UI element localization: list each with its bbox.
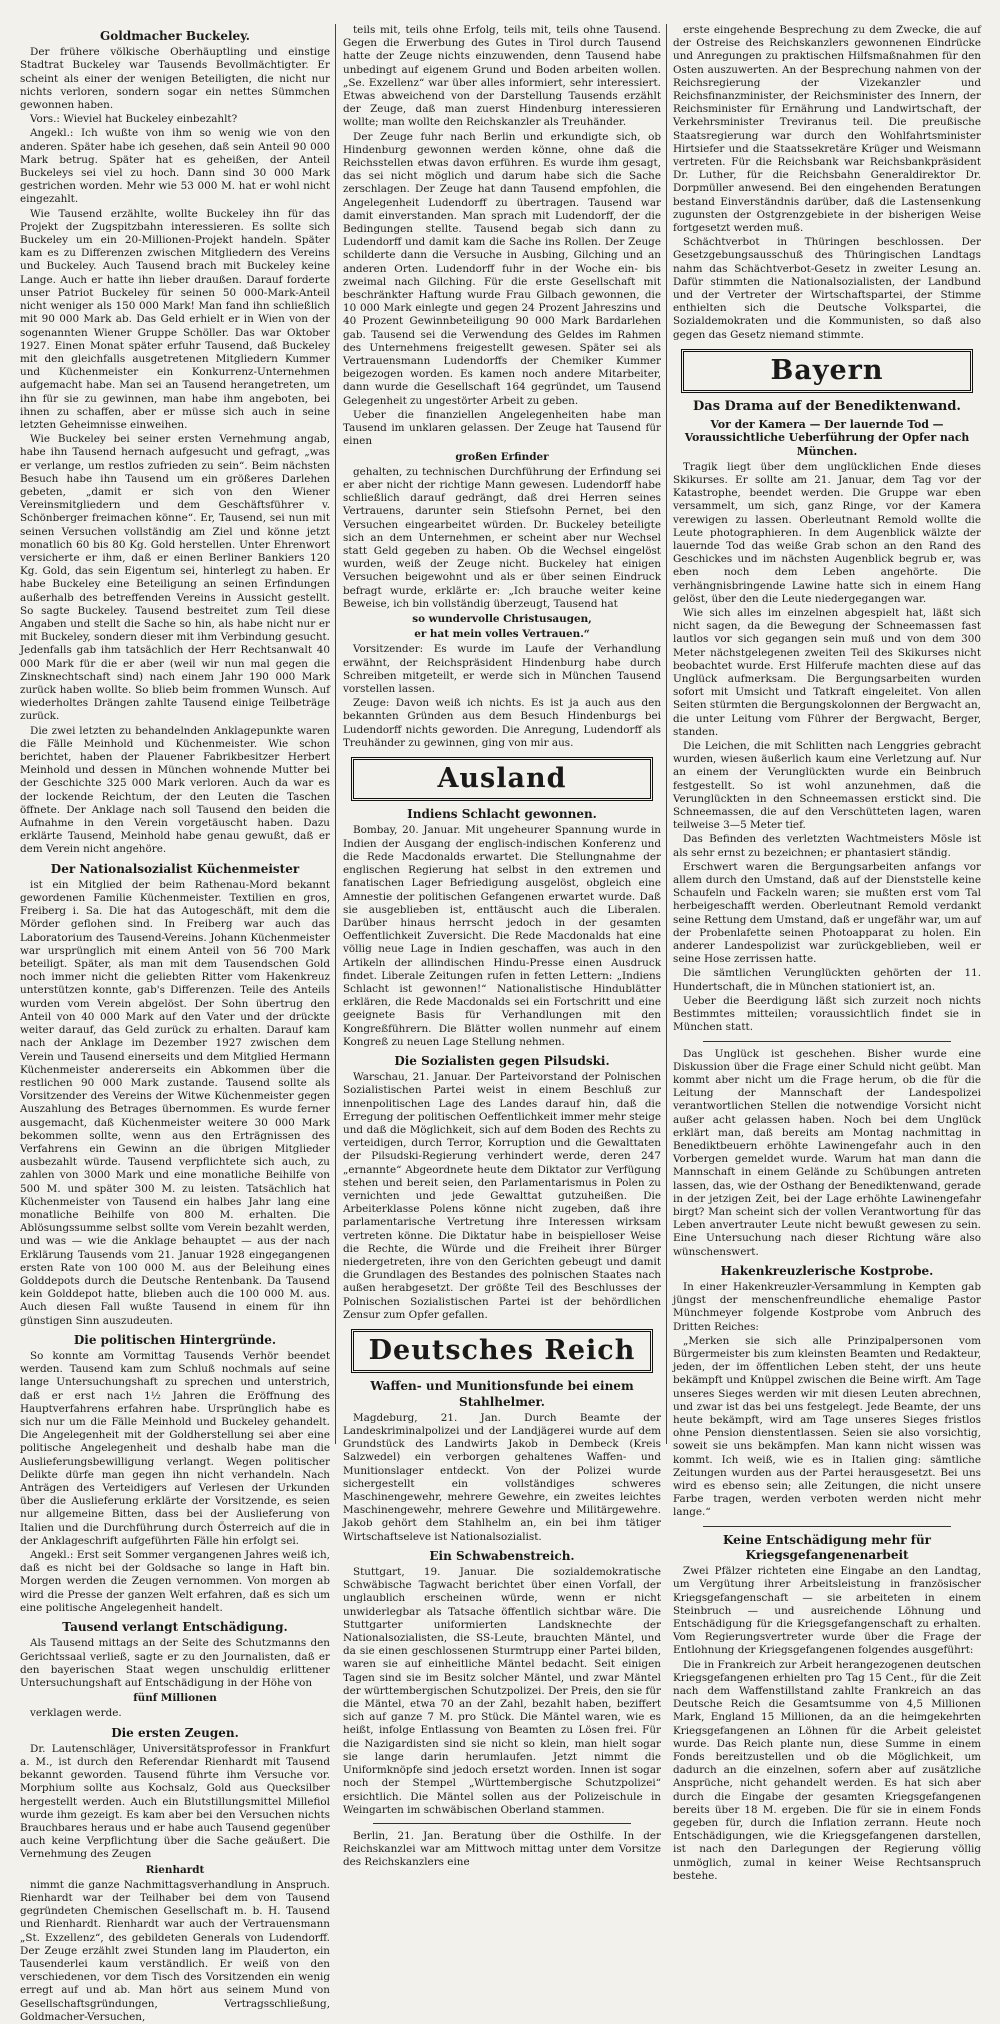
headline-schwabenstreich: Ein Schwabenstreich.	[429, 1548, 575, 1563]
section-head-ausland: Ausland	[351, 757, 653, 801]
emphasis-line: fünf Millionen	[133, 1692, 217, 1705]
paragraph: Wie Buckeley bei seiner ersten Vernehmung angab, habe ihn Tausend hernach aufgesucht und gefragt, „was er verlange, um restlos zufrieden zu sein“. Beim nächsten Besuch habe ihn Tausend um ein größeres Darlehen gebeten, „damit er sich von den Wiener Vereinsmitgliedern und dem Geschäftsführer v. Schönberger freimachen könne“. Er, Tausend, sei nun mit seinen Versuchen vollständig am Ziel und könne jetzt monatlich 60 bis 80 Kg. Gold herstellen. Unter Ehrenwort versicherte er ihm, daß er einen Berliner Bankiers 120 Kg. Gold, das sein Eigentum sei, hinterlegt zu haben. Er habe Buckeley eine Beteiligung an seinen Erfindungen außerhalb des betreffenden Vereins in Aussicht gestellt. So sagte Buckeley. Tausend bestreitet zum Teil diese Angaben und stellt die Sache so hin, als habe nicht nur er mit Buckeley, sondern dieser mit ihm Verbindung gesucht. Jedenfalls gab ihm tatsächlich der Herr Rechtsanwalt 40 000 Mark für die er aber (weil wir nun mal gegen die Zinsknechtschaft sind) nach einem Jahr 190 000 Mark zurück haben wollte. So blieb beim frommen Wunsch. Auf wiederholtes Drängen zahlte Tausend einige Teilbeträge zurück.	[20, 433, 330, 723]
paragraph: Magdeburg, 21. Jan. Durch Beamte der Landeskriminalpolizei und der Landjägerei wurde auf dem Grundstück des Landwirts Jakob in Dembeck (Kreis Salzwedel) ein verborgen gehaltenes Waffen- und Munitionslager entdeckt. Von der Polizei wurde sichergestellt ein vollständiges schweres Maschinengewehr, mehrere Gewehre, ein zweites leichtes Maschinengewehr, mehrere Gewehre und Militärgewehre. Jakob gehört dem Stahlhelm an, ein bei ihm tätiger Wirtschaftseleve ist Nationalsozialist.	[343, 1411, 661, 1543]
headline-indien: Indiens Schlacht gewonnen.	[407, 807, 597, 822]
paragraph: So konnte am Vormittag Tausends Verhör beendet werden. Tausend kam zum Schluß nochmals auf seine lange Untersuchungshaft zu sprechen und unterstrich, daß er erst nach 1½ Jahren die Eröffnung des Hauptverfahrens erfahren habe. Ursprünglich habe es sich nur um die Fälle Meinhold und Buckeley gehandelt. Die Angelegenheit mit der Goldherstellung sei aber eine politische Angelegenheit und deshalb habe man die Auslieferungsbewilligung verlangt. Wegen politischer Delikte dürfe man gegen ihn nicht verhandeln. Nach Anträgen des Verteidigers auf Verlesen der Urkunden über die Auslieferung erklärte der Vorsitzende, es seien nur allgemeine Bitten, dass bei der Auslieferung von Italien und die Durchführung durch Österreich auf die in der Anklageschrift aufgeführten Fälle hin erfolgt sei.	[20, 1350, 330, 1547]
paragraph: Wie sich alles im einzelnen abgespielt hat, läßt sich nicht sagen, da die Bewegung der Schneemassen fast lautlos vor sich gegangen sein muß und von dem 300 Meter nächstgelegenen zweiten Teil des Skikurses nicht beobachtet wurde. Erst Hilferufe machten diese auf das Unglück aufmerksam. Die Bergungsarbeiten wurden sofort mit Umsicht und Tatkraft eingeleitet. Von allen Seiten stürmten die Bergungskolonnen der Bergwacht an, die unter Leitung vom Führer der Bergwacht, Berger, standen.	[673, 607, 981, 738]
paragraph: Die Leichen, die mit Schlitten nach Lenggries gebracht wurden, wiesen äußerlich kaum eine Verletzung auf. Nur an einem der Verunglückten wurde ein Beinbruch festgestellt. So ist wohl anzunehmen, daß die Verunglückten in den Schneemassen erstickt sind. Die Schneemassen, die auf den Verschütteten lagen, waren teilweise 3—5 Meter tief.	[673, 740, 981, 832]
column-right	[673, 24, 981, 1882]
paragraph: Die sämtlichen Verunglückten gehörten der 11. Hundertschaft, die in München stationiert ist, an.	[673, 967, 981, 993]
emphasis-line: er hat mein volles Vertrauen.“	[414, 628, 590, 641]
paragraph: Das Unglück ist geschehen. Bisher wurde eine Diskussion über die Frage einer Schuld nicht geübt. Man kommt aber nicht um die Frage herum, ob die für die Leitung der Mannschaft der Landespolizei verantwortlichen Stellen die notwendige Vorsicht nicht außer acht gelassen haben. Noch bei dem Unglück erklärt man, daß bereits am Montag nachmittag in Benediktbeuern erhöhte Lawinengefahr auch in den Vorbergen gemeldet wurde. Warum hat man dann die Mannschaft in einem Gelände zu Schübungen antreten lassen, das, wie der Osthang der Benediktenwand, gerade in der jetzigen Zeit, bei der Lage erhöhte Lawinengefahr birgt? Man scheint sich der vollen Verantwortung für das Leben anvertrauter Leute nicht bewußt gewesen zu sein. Eine Untersuchung nach dieser Richtung wäre also wünschenswert.	[673, 1047, 981, 1258]
paragraph: Die zwei letzten zu behandelnden Anklagepunkte waren die Fälle Meinhold und Küchenmeister. Wie schon berichtet, haben der Plauener Fabrikbesitzer Herbert Meinhold und dessen in München wohnende Mutter bei der Geschichte 325 000 Mark verloren. Auch da war es der lockende Reichtum, der den Leuten die Taschen öffnete. Der Anklage nach soll Tausend den beiden die Aufnahme in den Verein vorgetäuscht haben. Dazu erklärte Tausend, Meinhold habe genau gewußt, daß er dem Verein nicht angehöre.	[20, 724, 330, 856]
divider	[703, 1041, 951, 1042]
paragraph: Als Tausend mittags an der Seite des Schutzmanns den Gerichtssaal verließ, sagte er zu den Journalisten, daß er den bayerischen Staat wegen unschuldig erlittener Untersuchungshaft auf Entschädigung in der Höhe von	[20, 1637, 330, 1689]
headline-kriegsgefangene: Keine Entschädigung mehr für Kriegsgefangenenarbeit	[723, 1532, 931, 1562]
emphasis-line: großen Erfinder	[455, 450, 549, 463]
paragraph: Warschau, 21. Januar. Der Parteivorstand der Polnischen Sozialistischen Partei weist in einem Beschluß zur innenpolitischen Lage des Landes darauf hin, daß die Erregung der politischen Oeffentlichkeit immer mehr steige und daß die Möglichkeit, sich auf dem Boden des Rechts zu verteidigen, durch Terror, Korruption und die Gewalttaten der Pilsudski-Regierung verhindert werde, deren 247 „ernannte“ Abgeordnete heute dem Diktator zur Verfügung stehen und bereit seien, den Parlamentarismus in Polen zu vernichten und jede Gewalttat gutzuheißen. Die Arbeiterklasse Polens könne nicht zugeben, daß ihre parlamentarische Vertretung ihre Interessen wirksam vertreten könne. Die Diktatur habe in beispielloser Weise die Rechte, die Würde und die Freiheit ihrer Bürger niedergetreten, ihre von den Gerichten gebeugt und damit die Grundlagen des Bestandes des polnischen Staates nach außen herabgesetzt. Der größte Teil des Beschlusses der Polnischen Sozialistischen Partei ist der behördlichen Zensur zum Opfer gefallen.	[343, 1071, 661, 1321]
headline-entschaedigung: Tausend verlangt Entschädigung.	[62, 1620, 288, 1635]
paragraph: erste eingehende Besprechung zu dem Zwecke, die auf der Ostreise des Reichskanzlers gewonnenen Eindrücke und Anregungen zu praktischen Hilfsmaßnahmen für den Osten auszuwerten. An der Besprechung nahmen von der Reichsregierung der Vizekanzler und Reichsfinanzminister, der Reichsminister des Innern, der Reichsminister für Ernährung und Landwirtschaft, der Verkehrsminister Treviranus teil. Die preußische Staatsregierung war durch den Wohlfahrtsminister Hirtsiefer und die Staatssekretäre Krüger und Weismann vertreten. Für die Reichsbank war Reichsbankpräsident Dr. Luther, für die Reichsbahn Generaldirektor Dr. Dorpmüller anwesend. Bei den eingehenden Beratungen bestand Einverständnis darüber, daß die Lastensenkung zugunsten der Ostgrenzgebiete in der bisherigen Weise fortgesetzt werden muß.	[673, 24, 981, 235]
paragraph: Der Zeuge fuhr nach Berlin und erkundigte sich, ob Hindenburg gewonnen werden könne, ohne daß die Reichsstellen etwas davon erführen. Es wurde ihm gesagt, das sei nicht möglich und darum habe sich die Sache zerschlagen. Der Zeuge hat dann Tausend empfohlen, die Angelegenheit Ludendorff zu übertragen. Tausend war damit einverstanden. Man sprach mit Ludendorff, der die Bedingungen stellte. Tausend begab sich dann zu Ludendorff und damit kam die Sache ins Rollen. Der Zeuge schilderte dann die Versuche in Ausbing, Gilching und an anderen Orten. Ludendorff fuhr in der Woche ein- bis zweimal nach Gilching. Für die erste Gesellschaft mit beschränkter Haftung wurde Frau Gilbach gewonnen, die 10 000 Mark einlegte und gegen 24 Prozent Jahreszins und 40 Prozent Gewinnbeteiligung 90 000 Mark Bardarlehen gab. Tausend sei die Verwendung des Geldes im Rahmen des Unternehmens freigestellt gewesen. Später sei als Vertrauensmann Ludendorffs der Chemiker Kummer beigezogen worden. Es kamen noch andere Mitarbeiter, dann wurde die Gesellschaft 164 gegründet, um Tausend Gelegenheit zu ungestörter Arbeit zu geben.	[343, 130, 661, 407]
emphasis-line: so wundervolle Christusaugen,	[412, 612, 592, 625]
column-rule	[666, 24, 667, 1444]
paragraph: Ueber die finanziellen Angelegenheiten habe man Tausend im unklaren gelassen. Der Zeuge hat Tausend für einen	[343, 408, 661, 448]
paragraph: Angekl.: Ich wußte von ihm so wenig wie von den anderen. Später habe ich gesehen, daß sein Anteil 90 000 Mark betrug. Später hat es geheißen, der Anteil Buckeleys sei viel zu hoch. Dann sind 30 000 Mark gestrichen worden. Mehr wie 53 000 M. hat er wohl nicht eingezahlt.	[20, 127, 330, 206]
paragraph: Bombay, 20. Januar. Mit ungeheurer Spannung wurde in Indien der Ausgang der englisch-indischen Konferenz und die Rede Macdonalds erwartet. Die Stellungnahme der englischen Regierung hat selbst in den extremen und fanatischen Lager Befriedigung ausgelöst, obgleich eine Amnestie der politischen Gefangenen erwartet wurde. Daß sie ausgeblieben ist, enttäuscht auch die Liberalen. Darüber hinaus herrscht jedoch in der gesamten Oeffentlichkeit Zuversicht. Die Rede Macdonalds hat eine völlig neue Lage in Indien geschaffen, was auch in den Artikeln der allindischen Hindu-Presse einen Ausdruck findet. Liberale Zeitungen rufen in fetten Lettern: „Indiens Schlacht ist gewonnen!“ Nationalistische Hindublätter erklären, die Rede Macdonalds sei ein Fortschritt und eine geeignete Basis für Verhandlungen mit den Kongreßführern. Die Blätter wollen nunmehr auf einem Kongreß zu neuen Lage Stellung nehmen.	[343, 824, 661, 1048]
section-head-deutsches-reich: Deutsches Reich	[351, 1329, 653, 1373]
headline-waffenfunde: Waffen- und Munitionsfunde bei einem Stahlhelmer.	[370, 1379, 634, 1409]
paragraph: Die in Frankreich zur Arbeit herangezogenen deutschen Kriegsgefangenen erhielten pro Tag 15 Cent., für die Zeit nach dem Waffenstillstand zahlte Frankreich an das Deutsche Reich die Gesamtsumme von 4,5 Millionen Mark, England 15 Millionen, da an die heimgekehrten Kriegsgefangenen an Löhnen für die Arbeit geleistet wurde. Das Reich plante nun, diese Summe in einem Fonds bereitzustellen und ob die Möglichkeit, um dadurch an die einzelnen, sofern aber auf zusätzliche Ansprüche, nicht gehandelt werden. Es hat sich aber durch die Eingabe der gesamten Kriegsgefangenen bereits über 18 M. ergeben. Die für sie in einem Fonds gegeben für, durch die Inflation zerrann. Heute noch Entschädigungen, wie die Kriegsgefangenen darstellen, ist nach den Darlegungen der Regierung völlig unmöglich, zumal in keiner Weise Rechtsanspruch bestehe.	[673, 1658, 981, 1882]
headline-benediktenwand: Das Drama auf der Benediktenwand.	[693, 399, 961, 415]
paragraph: Der frühere völkische Oberhäuptling und einstige Stadtrat Buckeley war Tausends Bevollmächtigter. Er scheint als einer der wenigen Beteiligten, die nicht nur nichts verloren, sondern sogar ein nettes Sümmchen gewonnen haben.	[20, 46, 330, 112]
paragraph: Zwei Pfälzer richteten eine Eingabe an den Landtag, um Vergütung ihrer Arbeitsleistung in französischer Kriegsgefangenschaft — sie arbeiteten in einem Steinbruch — und ausreichende Löhnung und Entschädigung für die Kriegsgefangenschaft zu erhalten. Vom Regierungsvertreter wurde über die Frage der Entlohnung der Kriegsgefangenen folgendes ausgeführt:	[673, 1565, 981, 1657]
paragraph: In einer Hakenkreuzler-Versammlung in Kempten gab jüngst der menschenfreundliche ehemalige Pastor Münchmeyer folgende Kostprobe vom Anbruch des Dritten Reiches:	[673, 1280, 981, 1333]
headline-pilsudski: Die Sozialisten gegen Pilsudski.	[394, 1053, 610, 1068]
headline-goldmacher: Goldmacher Buckeley.	[100, 29, 250, 43]
paragraph: ist ein Mitglied der beim Rathenau-Mord bekannt gewordenen Familie Küchenmeister. Textilien en gros, Freiberg i. Sa. Die hat das Autogeschäft, mit dem die Mörder geflohen sind. In Freiberg war auch das Laboratorium des Tausend-Vereins. Johann Küchenmeister war ursprünglich mit einem Anteil von 56 700 Mark beteiligt. Später, als man mit dem Tausendschen Gold noch immer nicht die geliebten Ritter vom Hakenkreuz unterstützen konnte, gab's Differenzen. Teile des Anteils wurden vom Verein abgelöst. Der Sohn übertrug den Anteil von 40 000 Mark auf den Vater und der drückte weiter darauf, das Geld zurück zu erhalten. Darauf kam nach der Anklage im Dezember 1927 zwischen dem Verein und Tausend einerseits und dem Mitglied Hermann Küchenmeister andererseits ein Abkommen über die restlichen 90 000 Mark zustande. Tausend sollte als Vorsitzender des Vereins der Witwe Küchenmeister gegen Auszahlung des Betrages übernommen. Es wurde ferner ausgemacht, daß Küchenmeister weitere 30 000 Mark bekommen sollte, wenn aus den Erträgnissen des Verfahrens ein Gewinn an die übrigen Mitglieder ausbezahlt würde. Tausend verpflichtete sich auch, zu zahlen von 3000 Mark und eine monatliche Beihilfe von 500 M. und später 300 M. zu leisten. Tatsächlich hat Küchenmeister von Tausend ein halbes Jahr lang eine monatliche Beihilfe von 800 M. erhalten. Die Ablösungssumme selbst sollte vom Verein bezahlt werden, und was — wie die Anklage behauptet — aus der nach Erklärung Tausends vom 21. Januar 1928 eingegangenen ersten Rate von 100 000 M. aus der Beleihung eines Golddepots durch die Deutsche Rentenbank. Da Tausend kein Golddepot hatte, blieben auch die 100 000 M. aus. Auch diesen Fall wußte Tausend in einem für ihn günstigen Sinn auszudeuten.	[20, 878, 330, 1327]
paragraph: Stuttgart, 19. Januar. Die sozialdemokratische Schwäbische Tagwacht berichtet über einen Vorfall, der unglaublich erscheinen würde, wenn er nicht unwiderlegbar als Tatsache öffentlich sichtbar wäre. Die Stuttgarter uniformierten Landsknechte der Nationalsozialisten, die SS-Leute, brauchten Mäntel, und da sie einen geschlossenen Sturmtrupp einer Partei bilden, waren sie auf einheitliche Mäntel bedacht. Seit einigen Tagen sind sie im Besitz solcher Mäntel, und zwar Mäntel der württembergischen Schutzpolizei. Der Preis, den sie für die Mäntel, etwa 70 an der Zahl, bezahlt haben, beziffert sich auf ganze 7 M. pro Stück. Die Mäntel waren, wie es heißt, infolge Entlassung von Beamten zu Lösen frei. Für die Nazigardisten sind sie nicht so klein, man hielt sogar sie lange darin herumlaufen. Jetzt nimmt die Uniformknöpfe sind jedoch ersetzt worden. Innen ist sogar noch der Stempel „Württembergische Schutzpolizei“ ersichtlich. Die Mäntel sollen aus der Polizeischule in Weingarten im schwäbischen Oberland stammen.	[343, 1566, 661, 1816]
paragraph: Berlin, 21. Jan. Beratung über die Osthilfe. In der Reichskanzlei war am Mittwoch mittag unter dem Vorsitze des Reichskanzlers eine	[343, 1829, 661, 1869]
paragraph: Schächtverbot in Thüringen beschlossen. Der Gesetzgebungsausschuß des Thüringischen Landtags nahm das Schächtverbot-Gesetz in zweiter Lesung an. Dafür stimmten die Nationalsozialisten, der Landbund und der Vertreter der Wirtschaftspartei, der Stimme enthielten sich die Deutsche Volkspartei, die Sozialdemokraten und die Kommunisten, so daß also gegen das Gesetz niemand stimmte.	[673, 236, 981, 341]
column-left	[20, 24, 330, 2023]
headline-zeugen: Die ersten Zeugen.	[111, 1725, 239, 1740]
paragraph: Das Befinden des verletzten Wachtmeisters Mösle ist als sehr ernst zu bezeichnen; er phantasiert ständig.	[673, 833, 981, 859]
divider	[703, 1526, 951, 1527]
column-middle	[343, 24, 661, 1869]
paragraph: Ueber die Beerdigung läßt sich zurzeit noch nichts Bestimmtes mitteilen; voraussichtlich findet sie in München statt.	[673, 994, 981, 1034]
paragraph: verklagen werde.	[30, 1707, 122, 1720]
emphasis-line: Rienhardt	[145, 1863, 205, 1876]
section-head-bayern: Bayern	[681, 349, 973, 393]
subheadline: Vor der Kamera — Der lauernde Tod — Voraussichtliche Ueberführung der Opfer nach München.	[684, 417, 970, 459]
paragraph: Tragik liegt über dem unglücklichen Ende dieses Skikurses. Er sollte am 21. Januar, dem Tag vor der Katastrophe, beendet werden. Die Gruppe war eben versammelt, um sich, ganz Ringe, vor der Kamera verewigen zu lassen. Oberleutnant Remold wollte die Leute photographieren. In dem Augenblick wälzte der lauernde Tod das weiße Grab schon an den Rand des Geschickes und im nächsten Augenblick begrub er, was eben noch dem Leben angehörte. Die verhängnisbringende Lawine hatte sich in einem Hang gelöst, über den die Leute niedergegangen war.	[673, 460, 981, 605]
paragraph: gehalten, zu technischen Durchführung der Erfindung sei er aber nicht der richtige Mann gewesen. Ludendorff habe schließlich darauf gedrängt, daß drei Herren seines Vertrauens, darunter sein Stiefsohn Pernet, bei den Versuchen eingearbeitet würden. Dr. Buckeley beteiligte sich an dem Unternehmen, er scheint aber nur Wechsel statt Geld gegeben zu haben. Ob die Wechsel eingelöst wurden, weiß der Zeuge nicht. Buckeley hat einigen Versuchen beigewohnt und als er über seinen Eindruck befragt wurde, erklärte er: „Ich brauche weiter keine Beweise, ich bin vollständig überzeugt, Tausend hat	[343, 465, 661, 610]
paragraph: Zeuge: Davon weiß ich nichts. Es ist ja auch aus den bekannten Gründen aus dem Besuch Hindenburgs bei Ludendorff nichts geworden. Die Anregung, Ludendorff als Treuhänder zu gewinnen, ging von mir aus.	[343, 697, 661, 749]
paragraph: nimmt die ganze Nachmittagsverhandlung in Anspruch. Rienhardt war der Teilhaber bei dem von Tausend gegründeten Chemischen Gesellschaft m. b. H. Tausend und Rienhardt. Rienhardt war auch der Vertrauensmann „St. Exzellenz“, des gebildeten Generals von Ludendorff. Der Zeuge erzählt zwei Stunden lang im Plauderton, ein Tausenderlei kaum verständlich. Er weiß von den verschiedenen, vor dem Tisch des Vorsitzenden ein wenig erregt auf und ab. Man hört aus seinem Mund von Gesellschaftsgründungen, Vertragsschließung, Goldmacher-Versuchen,	[20, 1878, 330, 2023]
paragraph: Erschwert waren die Bergungsarbeiten anfangs vor allem durch den Umstand, daß auf der Dienststelle keine Schaufeln und Fackeln waren; sie mußten erst vom Tal herbeigeschafft werden. Oberleutnant Remold verdankt seine Rettung dem Umstand, daß er ungefähr war, um auf der Probenlafette seinen Photoapparat zu holen. Ein anderer Landespolizist war zurückgeblieben, weil er seine Hose zerrissen hatte.	[673, 860, 981, 966]
paragraph: Dr. Lautenschläger, Universitätsprofessor in Frankfurt a. M., ist durch den Referendar Rienhardt mit Tausend bekannt geworden. Tausend führte ihm Versuche vor. Morphium sollte aus Kochsalz, Gold aus Quecksilber hergestellt werden. Auch ein Blutstillungsmittel Millefiol wurde ihm gezeigt. Es kam aber bei den Versuchen nichts Brauchbares heraus und er habe auch Tausend gegenüber auch keine Verpflichtung über die Sache geäußert. Die Vernehmung des Zeugen	[20, 1742, 330, 1861]
headline-kuechenmeister: Der Nationalsozialist Küchenmeister	[50, 861, 300, 876]
paragraph: Wie Tausend erzählte, wollte Buckeley ihn für das Projekt der Zugspitzbahn interessieren. Es sollte sich Buckeley um ein 20-Millionen-Projekt handeln. Später kam es zu Differenzen zwischen Mitgliedern des Vereins und Buckeley. Auch Tausend brach mit Buckeley keine Lange. Auch er hatte ihn lieber draußen. Darauf forderte unser Patriot Buckeley für seinen 50 000-Mark-Anteil nicht weniger als 150 000 Mark! Man fand ihn schließlich mit 90 000 Mark ab. Das Geld erhielt er in Wien von der sogenannten Wiener Gruppe Schöller. Das war Oktober 1927. Einen Monat später erfuhr Tausend, daß Buckeley mit den gleichfalls ausgetretenen Mitgliedern Kummer und Küchenmeister ein Konkurrenz-Unternehmen aufgemacht habe. Man sei an Tausend herangetreten, um ihn für sie zu gewinnen, man habe ihm angeboten, bei ihnen zu schaffen, aber er müsse sich auch in seine letzten Geheimnisse einweihen.	[20, 207, 330, 431]
paragraph: teils mit, teils ohne Erfolg, teils mit, teils ohne Tausend. Gegen die Erwerbung des Gutes in Tirol durch Tausend hatte der Zeuge nichts einzuwenden, denn Tausend habe unbedingt auf eigenem Grund und Boden arbeiten wollen. „Se. Exzellenz“ war über alles informiert, sehr interessiert. Etwas abweichend von der Darstellung Tausends erzählt der Zeuge, daß man zuerst Hindenburg interessieren wollte; man wollte den Reichskanzler als Treuhänder.	[343, 24, 661, 129]
paragraph: Angekl.: Erst seit Sommer vergangenen Jahres weiß ich, daß es nicht bei der Goldsache so lange in Haft bin. Morgen werden die Zeugen vernommen. Von morgen ab wird die Presse der ganzen Welt erfahren, daß es sich um eine politische Angelegenheit handelt.	[20, 1549, 330, 1614]
divider	[373, 1823, 631, 1824]
paragraph: „Merken sie sich alle Prinzipalpersonen vom Bürgermeister bis zum kleinsten Beamten und Redakteur, jeden, der im öffentlichen Leben steht, der uns heute bekämpft und Knüppel zwischen die Beine wirft. Am Tage unseres Sieges werden wir mit diesen Leuten abrechnen, und zwar ist das bei uns festgelegt. Jede Beamte, der uns heute bekämpft, wird am Tage unseres Sieges fristlos ohne Pension dienstentlassen. Seien sie also vorsichtig, soweit sie uns bekämpfen. Man kann nicht wissen was kommt. Ich weiß, wie es in Italien ging: sämtliche Zeitungen wurden aus der Partei herausgesetzt. Bei uns wird es ebenso sein; alle Zeitungen, die nicht unsere Farbe tragen, werden verboten werden nicht mehr lange.“	[673, 1334, 981, 1519]
paragraph: Vors.: Wieviel hat Buckeley einbezahlt?	[30, 113, 238, 126]
column-rule	[335, 24, 336, 1444]
paragraph: Vorsitzender: Es wurde im Laufe der Verhandlung erwähnt, der Reichspräsident Hindenburg habe durch Schreiben mitgeteilt, er werde sich in München Tausend vorstellen lassen.	[343, 643, 661, 695]
headline-kostprobe: Hakenkreuzlerische Kostprobe.	[720, 1263, 934, 1278]
headline-hintergruende: Die politischen Hintergründe.	[73, 1332, 277, 1347]
